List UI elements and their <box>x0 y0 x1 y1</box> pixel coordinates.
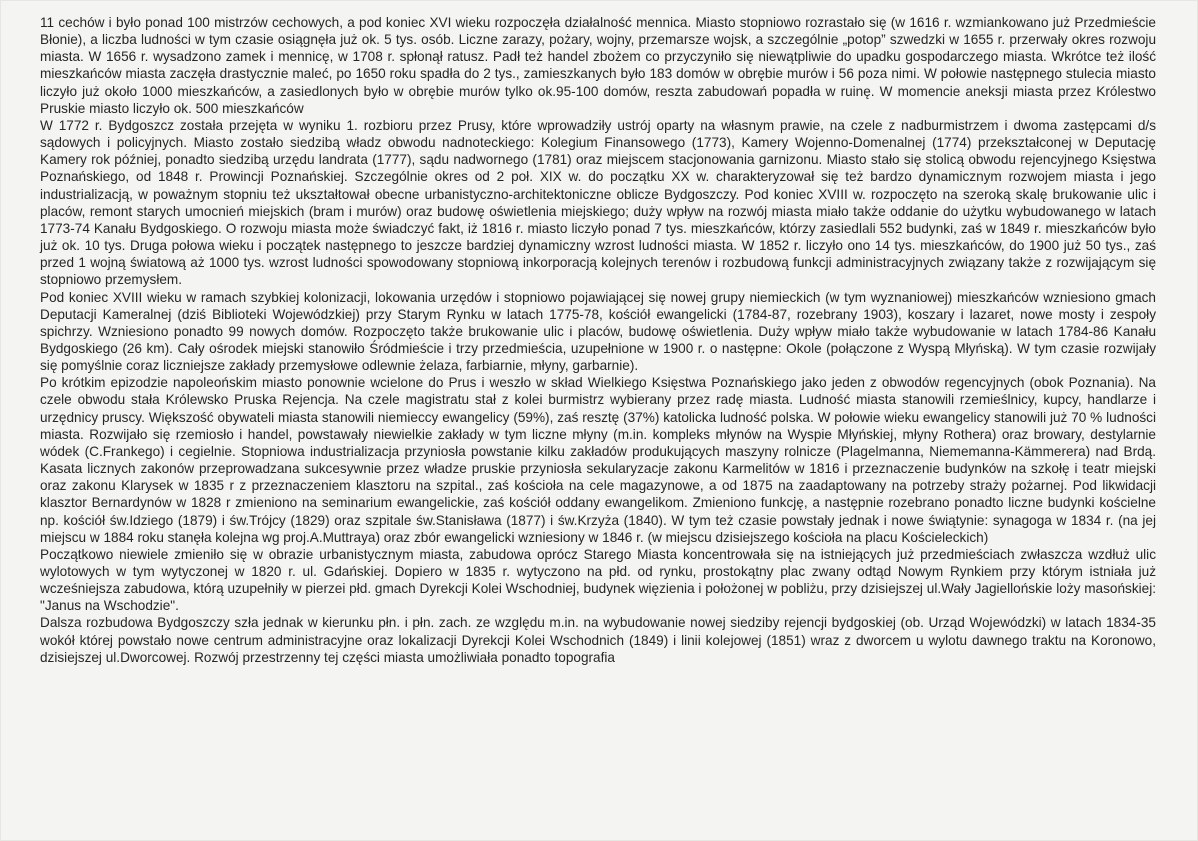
paragraph-grand-duchy: Po krótkim epizodzie napoleońskim miasto ponownie wcielone do Prus i weszło w skład Wielkiego Księstwa Poznańskiego jako jeden z obwodów regencyjnych (obok Poznania). Na czele obwodu stała Królewsko Pruska Rejencja. Na czele magistratu stał z kolei burmistrz wybierany przez radę miasta. Ludność miasta stanowili rzemieślnicy, kupcy, handlarze i urzędnicy pruscy. Większość obywateli miasta stanowili niemieccy ewangelicy (59%), zaś resztę (37%) katolicka ludność polska. W połowie wieku ewangelicy stanowili już 70 % ludności miasta. Rozwijało się rzemiosło i handel, powstawały niewielkie zakłady w tym liczne młyny (m.in. kompleks młynów na Wyspie Młyńskiej, młyny Rothera) oraz browary, destylarnie wódek (C.Frankego) i cegielnie. Stopniowa industrializacja przyniosła powstanie kilku zakładów produkujących maszyny rolnicze (Plagelmanna, Niememanna-Kämmerera) nad Brdą. Kasata licznych zakonów przeprowadzana sukcesywnie przez władze pruskie przyniosła sekularyzacje zakonu Karmelitów w 1816 i przeznaczenie budynków na szkołę i teatr miejski oraz zakonu Klarysek w 1835 r z przeznaczeniem klasztoru na szpital., zaś kościoła na cele magazynowe, a od 1875 na zaadaptowany na potrzeby straży pożarnej. Pod likwidacji klasztor Bernardynów w 1828 r zmieniono na seminarium ewangelickie, zaś kościół oddany ewangelikom. Zmieniono funkcję, a następnie rozebrano ponadto liczne budynki kościelne np. kościół św.Idziego (1879) i św.Trójcy (1829) oraz szpitale św.Stanisława (1877) i św.Krzyża (1840). W tym też czasie powstały jednak i nowe świątynie: synagoga w 1834 r. (na jej miejscu w 1884 roku stanęła kolejna wg proj.A.Muttraya) oraz zbór ewangelicki wzniesiony w 1846 r. (w miejscu dzisiejszego kościoła na placu Kościeleckich) <box>40 375 1156 545</box>
paragraph-guild-decline: 11 cechów i było ponad 100 mistrzów cechowych, a pod koniec XVI wieku rozpoczęła działalność mennica. Miasto stopniowo rozrastało się (w 1616 r. wzmiankowano już Przedmieście Błonie), a liczba ludności w tym czasie osiągnęła już ok. 5 tys. osób. Liczne zarazy, pożary, wojny, przemarsze wojsk, a szczególnie „potop” szwedzki w 1655 r. przerwały okres rozwoju miasta. W 1656 r. wysadzono zamek i mennicę, w 1708 r. spłonął ratusz. Padł też handel zbożem co przyczyniło się niewątpliwie do upadku gospodarczego miasta. Wkrótce też ilość mieszkańców miasta zaczęła drastycznie maleć, po 1650 roku spadła do 2 tys., zamieszkanych było 183 domów w obrębie murów i 56 poza nimi. W połowie następnego stulecia miasto liczyło już około 1000 mieszkańców, a zasiedlonych było w obrębie murów tylko ok.95-100 domów, reszta zabudowań popadła w ruinę. W momencie aneksji miasta przez Królestwo Pruskie miasto liczyło ok. 500 mieszkańców <box>40 15 1156 116</box>
paragraph-urban-layout: Początkowo niewiele zmieniło się w obrazie urbanistycznym miasta, zabudowa oprócz Starego Miasta koncentrowała się na istniejących już przedmieściach zwłaszcza wzdłuż ulic wylotowych w tym wytyczonej w 1820 r. ul. Gdańskiej. Dopiero w 1835 r. wytyczono na płd. od rynku, prostokątny plac zwany odtąd Nowym Rynkiem przy którym istniała już wcześniejsza zabudowa, którą uzupełniły w pierzei płd. gmach Dyrekcji Kolei Wschodniej, budynek więzienia i położonej w pobliżu, przy dzisiejszej ul.Wały Jagiellońskie loży masońskiej: "Janus na Wschodzie". <box>40 546 1156 614</box>
paragraph-prussian-annexation: W 1772 r. Bydgoszcz została przejęta w wyniku 1. rozbioru przez Prusy, które wprowadziły ustrój oparty na własnym prawie, na czele z nadburmistrzem i dwoma zastępcami d/s sądowych i policyjnych. Miasto zostało siedzibą władz obwodu nadnoteckiego: Kolegium Finansowego (1773), Kamery Wojenno-Domenalnej (1774) przekształconej w Deputację Kamery rok później, ponadto siedzibą urzędu landrata (1777), sądu nadwornego (1781) oraz miejscem stacjonowania garnizonu. Miasto stało się stolicą obwodu rejencyjnego Księstwa Poznańskiego, od 1848 r. Prowincji Poznańskiej. Szczególnie okres od 2 poł. XIX w. do początku XX w. charakteryzował się też bardzo dynamicznym rozwojem miasta i jego industrializacją, w poważnym stopniu też ukształtował obecne urbanistyczno-architektoniczne oblicze Bydgoszczy. Pod koniec XVIII w. rozpoczęto na szeroką skalę brukowanie ulic i placów, remont starych umocnień miejskich (bram i murów) oraz budowę oświetlenia miejskiego; duży wpływ na rozwój miasta miało także oddanie do użytku wybudowanego w latach 1773-74 Kanału Bydgoskiego. O rozwoju miasta może świadczyć fakt, iż 1816 r. miasto liczyło ponad 7 tys. mieszkańców, którzy zasiedlali 552 budynki, zaś w 1849 r. mieszkańców było już ok. 10 tys. Druga połowa wieku i początek następnego to jeszcze bardziej dynamiczny wzrost ludności miasta. W 1852 r. liczyło ono 14 tys. mieszkańców, do 1900 już 50 tys., zaś przed 1 wojną światową aż 1000 tys. wzrost ludności spowodowany stopniową inkorporacją kolejnych terenów i rozbudową funkcji administracyjnych związany także z rozwijającym się stopniowo przemysłem. <box>40 117 1156 288</box>
paragraph-northward-expansion: Dalsza rozbudowa Bydgoszczy szła jednak w kierunku płn. i płn. zach. ze względu m.in. na wybudowanie nowej siedziby rejencji bydgoskiej (ob. Urząd Wojewódzki) w latach 1834-35 wokół której powstało nowe centrum administracyjne oraz lokalizacji Dyrekcji Kolei Wschodnich (1849) i linii kolejowej (1851) wraz z dworcem u wylotu dawnego traktu na Koronowo, dzisiejszej ul.Dworcowej. Rozwój przestrzenny tej części miasta umożliwiała ponadto topografia <box>40 615 1156 665</box>
paragraph-colonization: Pod koniec XVIII wieku w ramach szybkiej kolonizacji, lokowania urzędów i stopniowo pojawiającej się nowej grupy niemieckich (w tym wyznaniowej) mieszkańców wzniesiono gmach Deputacji Kameralnej (dziś Biblioteki Wojewódzkiej) przy Starym Rynku w latach 1775-78, kościół ewangelicki (1784-87, rozebrany 1903), koszary i lazaret, nowe mosty i zespoły spichrzy. Wzniesiono ponadto 99 nowych domów. Rozpoczęto także brukowanie ulic i placów, budowę oświetlenia. Duży wpływ miało także wybudowanie w latach 1784-86 Kanału Bydgoskiego (26 km). Cały ośrodek miejski stanowiło Śródmieście i trzy przedmieścia, uzupełnione w 1900 r. o następne: Okole (połączone z Wyspą Młyńską). W tym czasie rozwijały się pomyślnie coraz liczniejsze zakłady przemysłowe odlewnie żelaza, farbiarnie, młyny, garbarnie). <box>40 289 1156 374</box>
